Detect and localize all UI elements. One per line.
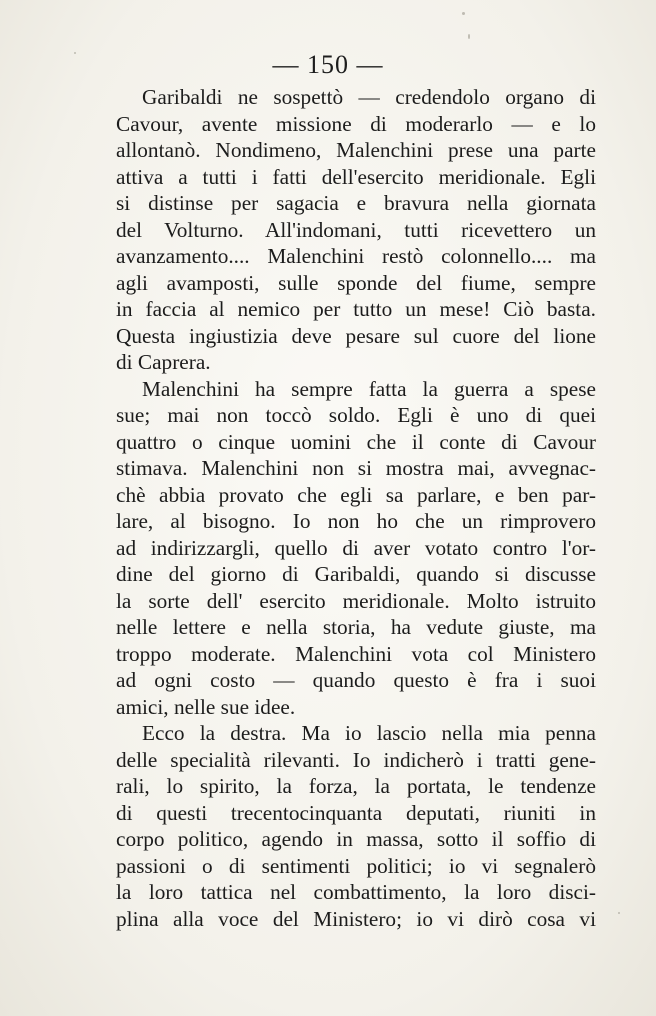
- text-line: chè abbia provato che egli sa parlare, e ben par-: [116, 482, 596, 507]
- text-line: la loro tattica nel combattimento, la loro disci-: [116, 880, 596, 904]
- text-line: la sorte dell' esercito meridionale. Molto istruito: [116, 588, 596, 613]
- paper-speck: [468, 34, 470, 39]
- paper-speck: [618, 912, 620, 914]
- paper-speck: [74, 52, 76, 54]
- text-line: ad ogni costo — quando questo è fra i suoi: [116, 668, 596, 692]
- text-line: Ecco la destra. Ma io lascio nella mia penna: [142, 721, 596, 745]
- text-line: Questa ingiustizia deve pesare sul cuore del lione: [116, 323, 596, 348]
- text-line: troppo moderate. Malenchini vota col Ministero: [116, 641, 596, 666]
- text-line: rali, lo spirito, la forza, la portata, le tendenze: [116, 774, 596, 798]
- text-line: allontanò. Nondimeno, Malenchini prese una parte: [116, 138, 596, 162]
- text-line: Garibaldi ne sospettò — credendolo organo di: [142, 85, 596, 109]
- text-line: lare, al bisogno. Io non ho che un rimprovero: [116, 509, 596, 533]
- text-line: Cavour, avente missione di moderarlo — e lo: [116, 111, 596, 136]
- body-text: [116, 84, 596, 932]
- page-number: — 150 —: [272, 50, 384, 79]
- text-line: di questi trecentocinquanta deputati, riuniti in: [116, 800, 596, 825]
- text-line: sue; mai non toccò soldo. Egli è uno di quei: [116, 403, 596, 427]
- text-line: quattro o cinque uomini che il conte di Cavour: [116, 429, 596, 454]
- text-line: Malenchini ha sempre fatta la guerra a spese: [142, 376, 596, 401]
- text-line: in faccia al nemico per tutto un mese! Ciò basta.: [116, 297, 596, 321]
- text-line: nelle lettere e nella storia, ha vedute giuste, ma: [116, 615, 596, 639]
- text-line: agli avamposti, sulle sponde del fiume, sempre: [116, 270, 596, 295]
- text-line: corpo politico, agendo in massa, sotto il soffio di: [116, 827, 596, 851]
- text-line: del Volturno. All'indomani, tutti ricevettero un: [116, 217, 596, 242]
- text-line: amici, nelle sue idee.: [116, 694, 296, 719]
- text-line: plina alla voce del Ministero; io vi dirò cosa vi: [116, 906, 596, 931]
- text-line: dine del giorno di Garibaldi, quando si discusse: [116, 562, 596, 586]
- text-line: si distinse per sagacia e bravura nella giornata: [116, 191, 596, 215]
- text-line: delle specialità rilevanti. Io indicherò i tratti gene-: [116, 747, 596, 772]
- text-line: stimava. Malenchini non si mostra mai, avvegnac-: [116, 456, 596, 480]
- paper-speck: [462, 12, 465, 15]
- text-line: avanzamento.... Malenchini restò colonnello.... ma: [116, 244, 596, 268]
- text-line: ad indirizzargli, quello di aver votato contro l'or-: [116, 535, 596, 560]
- text-line: passioni o di sentimenti politici; io vi segnalerò: [116, 853, 596, 878]
- text-line: attiva a tutti i fatti dell'esercito meridionale. Egli: [116, 164, 596, 189]
- text-line: di Caprera.: [116, 350, 211, 374]
